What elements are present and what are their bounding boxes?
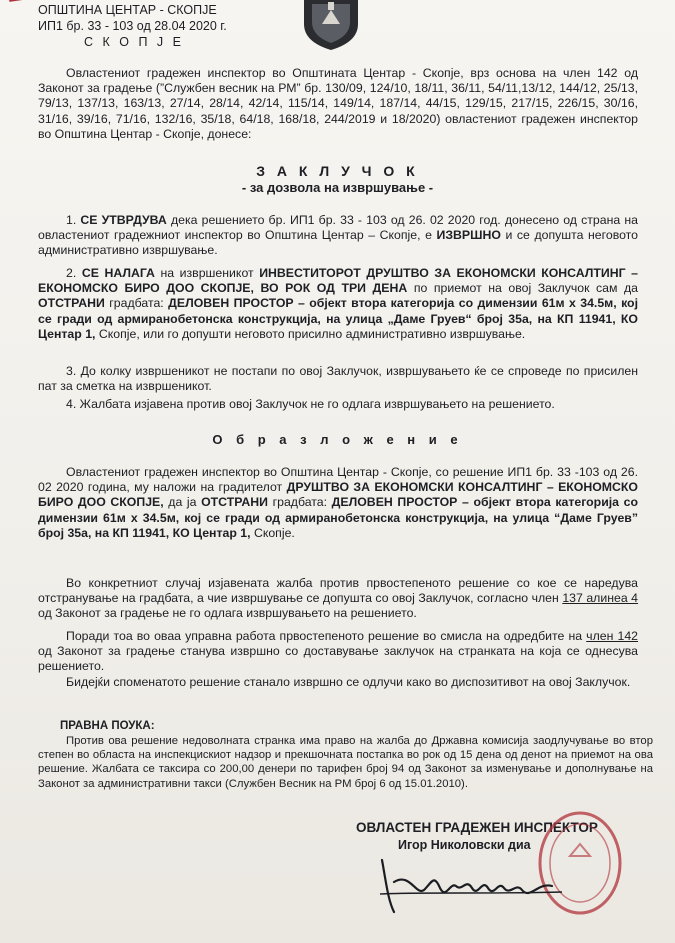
obrazlozhenie-paragraph-3: Поради тоа во оваа управна работа првостепеното решение во смисла на одредбите на член 142 од Законот за градење станува извршно со доставување заклучок на странката на која се однесува решението. — [38, 629, 638, 674]
legal-notice-text: Против ова решение недоволната странка има право на жалба до Државна комисија заодлучување во втор степен во областа на инспекцискиот надзор и прекшочната постапка во рок од 15 дена од денот на приемот на ова решение. Жалбата се таксира со 200,00 денери по тарифен број 94 од Законот за изменување и дополнување на Законот за административни такси (Службен Весник на РМ број 6 од 15.01.2010). — [38, 735, 653, 790]
obrazlozhenie-heading: О б р а з л о ж е н и е — [212, 432, 463, 447]
obrazlozhenie-paragraph-1: Овластениот градежен инспектор во Општина Центар - Скопје, со решение ИП1 бр. 33 -103 од 26. 02 2020 година, му наложи на градителот ДРУШТВО ЗА ЕКОНОМСКИ КОНСАЛТИНГ – ЕКОНОМСКО БИРО ДОО СКОПЈЕ, да ја ОТСТРАНИ градбата: ДЕЛОВЕН ПРОСТОР – објект втора категорија со димензии 61м х 34.5м, кој се гради од армиранобетонска конструкција, на улица “Даме Груев” број 35а, на КП 11941, КО Центар 1, Скопје. — [38, 465, 638, 540]
obrazlozhenie-paragraph-2: Во конкретниот случај изјавената жалба против првостепеното решение со кое се наредува отстранување на градбата, а чие извршување се допушта со овој Заклучок, согласно член 137 алинеа 4 од Законот за градење не го одлага извршувањето на решението. — [38, 576, 639, 621]
item-2: 2. СЕ НАЛАГА на извршеникот ИНВЕСТИТОРОТ ДРУШТВО ЗА ЕКОНОМСКИ КОНСАЛТИНГ – ЕКОНОМСКО БИРО ДОО СКОПЈЕ, ВО РОК ОД ТРИ ДЕНА по приемот на овој Заклучок сам да ОТСТРАНИ градбата: ДЕЛОВЕН ПРОСТОР – објект втора категорија со димензии 61м х 34.5м, кој се гради од армиранобетонска конструкција, на улица „Даме Груев“ број 35а, на КП 11941, КО Центар 1, Скопје, или го допушти неговото присилно административно извршување. — [38, 266, 639, 341]
obrazlozhenie-paragraph-4: Бидејќи споменатото решение станало извршно се одлучи како во диспозитивот на овој Заклучок. — [66, 675, 631, 689]
document-subtitle: - за дозвола на извршување - — [241, 180, 434, 195]
item-3: 3. До колку извршеникот не постапи по овој Заклучок, извршувањето ќе се спроведе по присилен пат за сметка на извршеникот. — [38, 364, 638, 394]
inspector-name: Игор Николовски диа — [398, 838, 531, 852]
intro-paragraph: Овластениот градежен инспектор во Општината Центар - Скопје, врз основа на член 142 од Законот за градење (”Службен весник на РМ” бр. 130/09, 124/10, 18/11, 36/11, 54/11,13/12, 144/12, 25/13, 79/13, 137/13, 163/13, 27/14, 28/14, 42/14, 115/14, 149/14, 187/14, 44/15, 129/15, 217/15, 226/15, 30/16, 31/16, 39/16, 71/16, 132/16, 35/18, 64/18, 168/18, 244/2019 и 18/2020) овластениот градежен инспектор во Општина Центар - Скопје, донесе: — [38, 66, 638, 141]
document-header — [38, 2, 227, 50]
city-name: С К О П Ј Е — [84, 35, 184, 49]
inspector-title: ОВЛАСТЕН ГРАДЕЖЕН ИНСПЕКТОР — [356, 820, 598, 835]
legal-notice-heading: ПРАВНА ПОУКА: — [60, 720, 155, 732]
handwritten-signature — [376, 842, 566, 922]
item-1: 1. СЕ УТВРДУВА дека решението бр. ИП1 бр. 33 - 103 од 26. 02 2020 год. донесено од страна на овластениот градежниот инспектор во Општина Центар – Скопје, е ИЗВРШНО и се допушта неговото административно извршување. — [38, 213, 638, 258]
coat-of-arms-icon — [298, 0, 364, 50]
document-title: З А К Л У Ч О К — [256, 163, 419, 179]
municipality-name: ОПШТИНА ЦЕНТАР - СКОПЈЕ — [38, 3, 217, 17]
reference-number: ИП1 бр. 33 - 103 од 28.04 2020 г. — [38, 19, 227, 33]
item-4: 4. Жалбата изјавена против овој Заклучок не го одлага извршувањето на решението. — [66, 397, 555, 411]
